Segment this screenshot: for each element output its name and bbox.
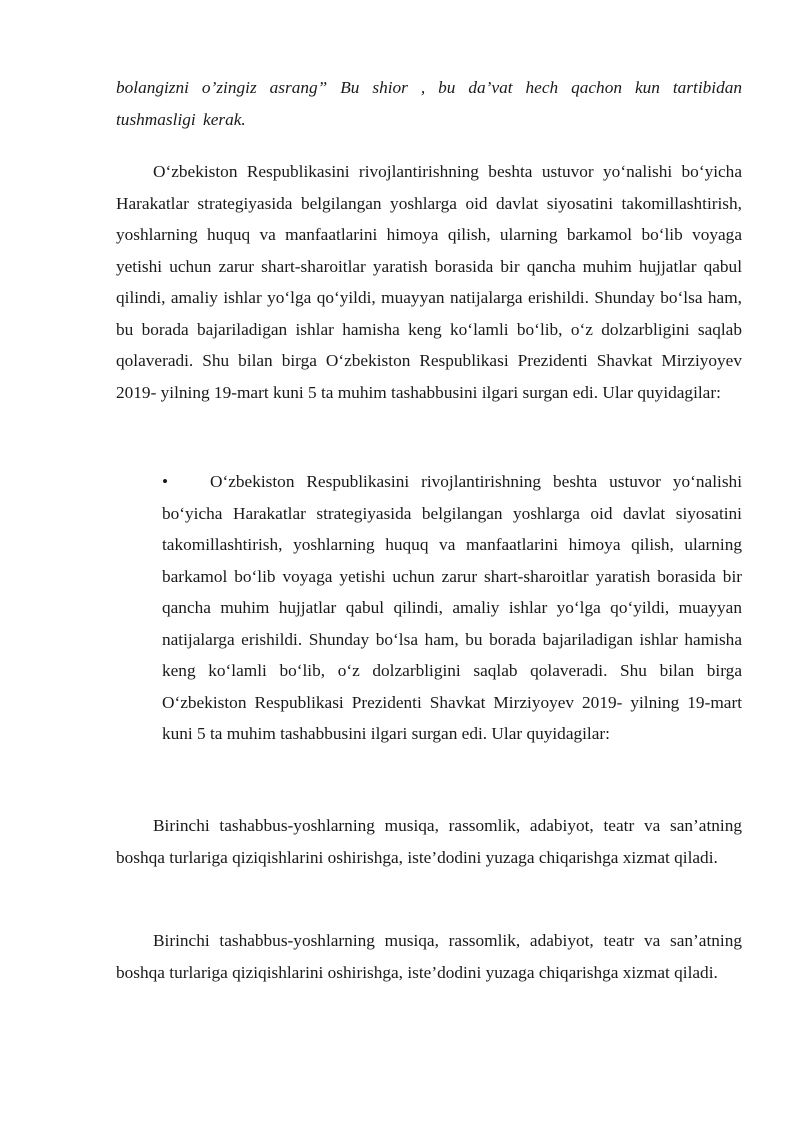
bullet-marker: •	[162, 472, 169, 491]
bullet-item-text: O‘zbekiston Respublikasini rivojlantirishning beshta ustuvor yo‘nalishi bo‘yicha Harakatlar strategiyasida belgilangan yoshlarga oid davlat siyosatini takomillashtirish, yoshlarning huquq va manfaatlarini himoya qilish, ularning barkamol bo‘lib voyaga yetishi uchun zarur shart-sharoitlar yaratish borasida bir qancha muhim hujjatlar qabul qilindi, amaliy ishlar yo‘lga qo‘yildi, muayyan natijalarga erishildi. Shunday bo‘lsa ham, bu borada bajariladigan ishlar hamisha keng ko‘lamli bo‘lib, o‘z dolzarbligini saqlab qolaveradi. Shu bilan birga O‘zbekiston Respublikasi Prezidenti Shavkat Mirziyoyev 2019- yilning 19-mart kuni 5 ta muhim tashabbusini ilgari surgan edi. Ular quyidagilar:	[162, 472, 742, 743]
italic-quote-paragraph: bolangizni o’zingiz asrang” Bu shior , bu da’vat hech qachon kun tartibidan tushmasligi kerak.	[116, 78, 742, 129]
bullet-list-item	[162, 466, 742, 750]
body-paragraph-first-initiative: Birinchi tashabbus-yoshlarning musiqa, rassomlik, adabiyot, teatr va san’atning boshqa turlariga qiziqishlarini oshirishga, iste’dodini yuzaga chiqarishga xizmat qiladi.	[116, 816, 742, 867]
body-paragraph-first-initiative-repeat: Birinchi tashabbus-yoshlarning musiqa, rassomlik, adabiyot, teatr va san’atning boshqa turlariga qiziqishlarini oshirishga, iste’dodini yuzaga chiqarishga xizmat qiladi.	[116, 931, 742, 982]
body-paragraph-strategy: O‘zbekiston Respublikasini rivojlantirishning beshta ustuvor yo‘nalishi bo‘yicha Harakatlar strategiyasida belgilangan yoshlarga oid davlat siyosatini takomillashtirish, yoshlarning huquq va manfaatlarini himoya qilish, ularning barkamol bo‘lib voyaga yetishi uchun zarur shart-sharoitlar yaratish borasida bir qancha muhim hujjatlar qabul qilindi, amaliy ishlar yo‘lga qo‘yildi, muayyan natijalarga erishildi. Shunday bo‘lsa ham, bu borada bajariladigan ishlar hamisha keng ko‘lamli bo‘lib, o‘z dolzarbligini saqlab qolaveradi. Shu bilan birga O‘zbekiston Respublikasi Prezidenti Shavkat Mirziyoyev 2019- yilning 19-mart kuni 5 ta muhim tashabbusini ilgari surgan edi. Ular quyidagilar:	[116, 162, 742, 402]
